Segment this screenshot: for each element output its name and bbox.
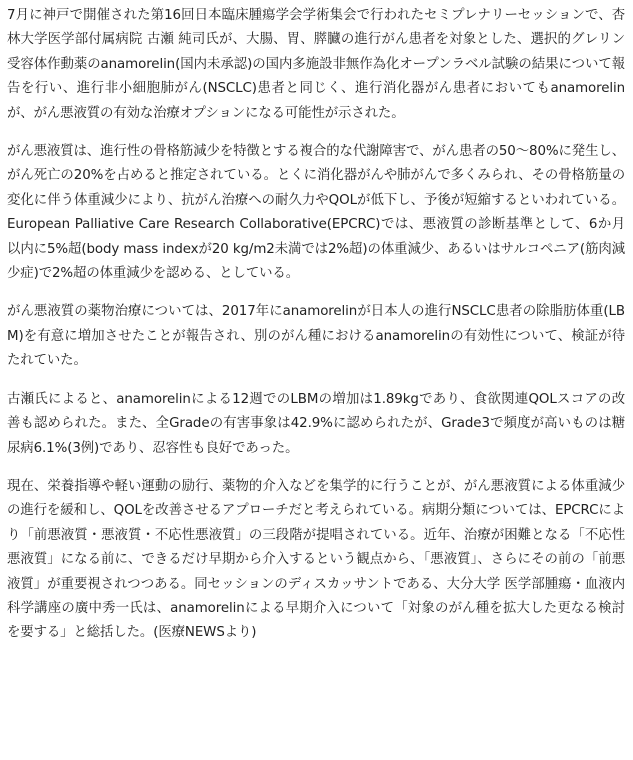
paragraph-conclusion: 現在、栄養指導や軽い運動の励行、薬物的介入などを集学的に行うことが、がん悪液質による体重減少の進行を緩和し、QOLを改善させるアプローチだと考えられている。病期分類については、EPCRCにより「前悪液質・悪液質・不応性悪液質」の三段階が提唱されている。近年、治療が困難となる「不応性悪液質」になる前に、できるだけ早期から介入するという観点から、「悪液質」、さらにその前の「前悪液質」が重要視されつつある。同セッションのディスカッサントである、大分大学 医学部腫瘍・血液内科学講座の廣中秀一氏は、anamorelinによる早期介入について「対象のがん種を拡大した更なる検討を要する」と総括した。(医療NEWSより) xyxy=(7,478,625,641)
paragraph-intro: 7月に神戸で開催された第16回日本臨床腫瘍学会学術集会で行われたセミプレナリーセッションで、杏林大学医学部付属病院 古瀬 純司氏が、大腸、胃、膵臓の進行がん患者を対象とした、選択的グレリン受容体作動薬のanamorelin(国内未承認)の国内多施設非無作為化オープンラベル試験の結果について報告を行い、進行非小細胞肺がん(NSCLC)患者と同じく、進行消化器がん患者においてもanamorelinが、がん悪液質の有効な治療オプションになる可能性が示された。 xyxy=(7,8,625,121)
paragraph-drug-treatment: がん悪液質の薬物治療については、2017年にanamorelinが日本人の進行NSCLC患者の除脂肪体重(LBM)を有意に増加させたことが報告され、別のがん種におけるanamorelinの有効性について、検証が待たれていた。 xyxy=(7,304,625,369)
paragraph-cachexia-definition: がん悪液質は、進行性の骨格筋減少を特徴とする複合的な代謝障害で、がん患者の50～80%に発生し、がん死亡の20%を占めると推定されている。とくに消化器がんや肺がんで多くみられ、その骨格筋量の変化に伴う体重減少により、抗がん治療への耐久力やQOLが低下し、予後が短縮するといわれている。European Palliative Care Research Collaborative(EPCRC)では、悪液質の診断基準として、6か月以内に5%超(body mass indexが20 kg/m2未満では2%超)の体重減少、あるいはサルコペニア(筋肉減少症)で2%超の体重減少を認める、としている。 xyxy=(7,144,625,282)
paragraph-results: 古瀬氏によると、anamorelinによる12週でのLBMの増加は1.89kgであり、食欲関連QOLスコアの改善も認められた。また、全Gradeの有害事象は42.9%に認められたが、Grade3で頻度が高いものは糖尿病6.1%(3例)であり、忍容性も良好であった。 xyxy=(7,391,625,456)
